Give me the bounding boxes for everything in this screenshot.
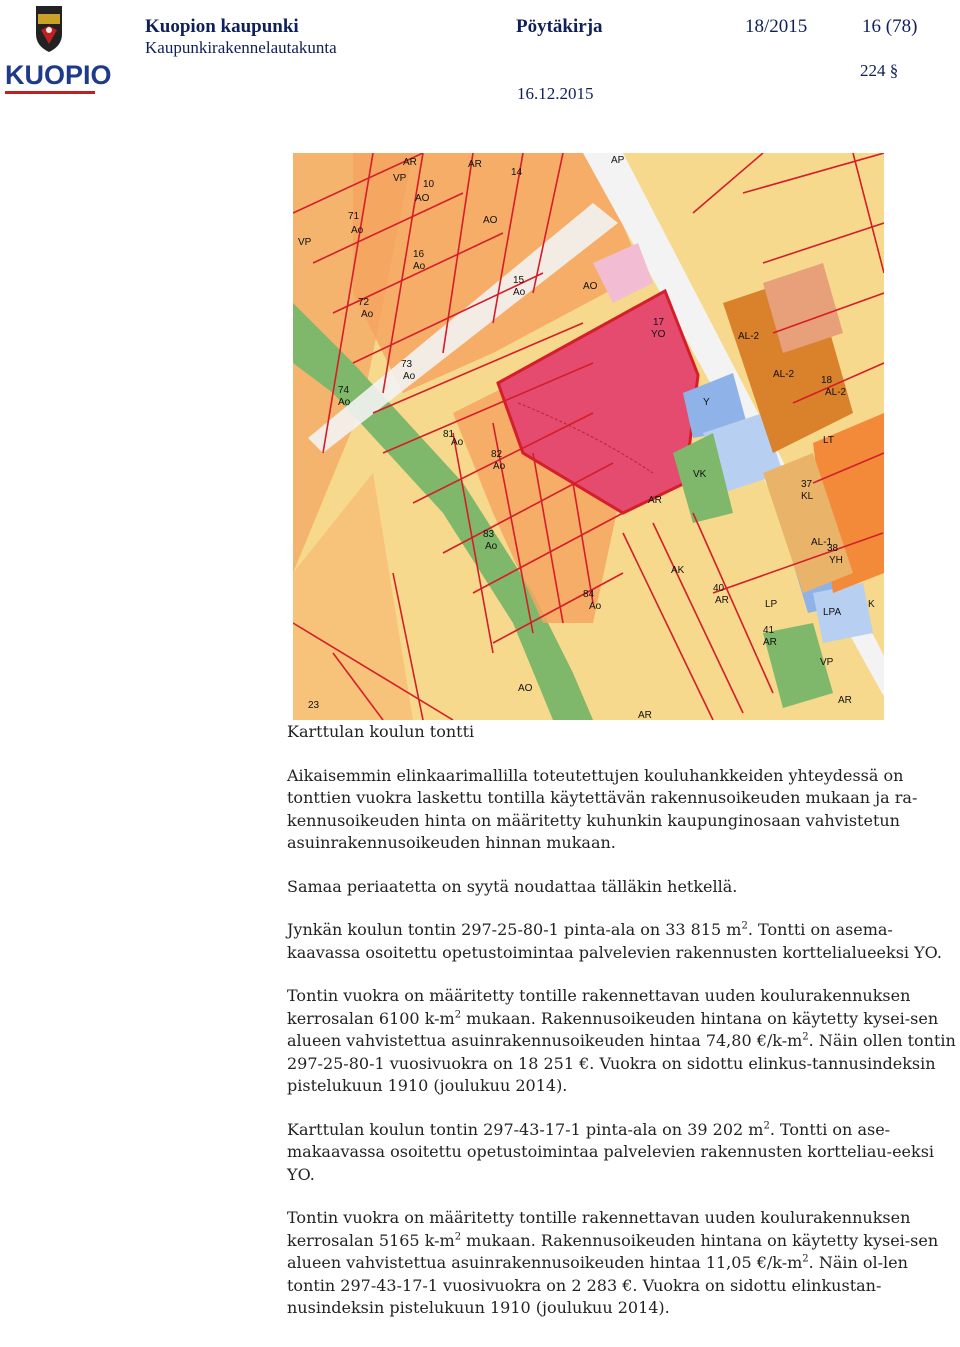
map-zone-label: YO [651,329,666,340]
map-zone-label: AL-2 [773,369,795,380]
doc-type: Pöytäkirja [516,16,603,37]
section-number: 224 § [860,61,899,80]
map-zone-label: 37 [801,479,813,490]
map-zone-label: Ao [485,541,498,552]
map-zone-label: Ao [513,287,526,298]
map-zone-label: 81 [443,429,455,440]
map-zone-label: LT [823,435,834,446]
map-zone-label: 23 [308,700,320,711]
map-zone-label: 14 [511,167,523,178]
map-zone-label: VP [393,173,407,184]
department-name: Kaupunkirakennelautakunta [145,38,337,57]
map-zone-label: VK [693,469,707,480]
map-zone-label: Ao [451,437,464,448]
map-zone-label: K [868,599,875,610]
map-zone-label: YH [829,555,843,566]
map-zone-label: VP [820,657,834,668]
map-zone-label: AK [671,565,685,576]
document-body [287,721,959,1341]
map-zone-label: AR [715,595,729,606]
page-number: 16 (78) [862,16,918,37]
map-zone-label: LPA [823,607,842,618]
map-zone-label: AR [638,710,652,720]
paragraph-4: Tontin vuokra on määritetty tontille rakennettavan uuden koulurakennuksen kerrosalan 6100 $k-m^2$ mukaan. Rakennusoikeuden hintana on käytetty kysei-sen alueen vahvistettua asuinrakennusoikeuden hintaa 74,80 $€/k-m^2$. Näin ollen tontin 297-25-80-1 vuosivuokra on 18 251 €. Vuokra on sidottu elinkus-tannusindeksin pistelukuun 1910 (joulukuu 2014). [287,986,956,1095]
map-zone-label: AL-1 [811,537,833,548]
map-zone-label: 82 [491,449,503,460]
map-zone-label: Ao [589,601,602,612]
map-zone-label: 74 [338,385,350,396]
paragraph-6: Tontin vuokra on määritetty tontille rakennettavan uuden koulurakennuksen kerrosalan 5165 $k-m^2$ mukaan. Rakennusoikeuden hintana on käytetty kysei-sen alueen vahvistettua asuinrakennusoikeuden hintaa 11,05 $€/k-m^2$. Näin ol-len tontin 297-43-17-1 vuosivuokra on 2 283 €. Vuokra on sidottu elinkustan-nusindeksin pistelukuun 1910 (joulukuu 2014). [287,1208,939,1317]
paragraph-2: Samaa periaatetta on syytä noudattaa tälläkin hetkellä. [287,876,738,896]
map-zone-label: 40 [713,583,725,594]
meeting-date: 16.12.2015 [517,84,594,103]
map-zone-label: Ao [493,461,506,472]
map-zone-label: 16 [413,249,425,260]
map-zone-label: 15 [513,275,525,286]
map-zone-label: 38 [827,543,839,554]
logo-underline [5,91,95,94]
map-zone-label: Y [703,397,710,408]
map-zone-label: AO [518,683,533,694]
map-zone-label: AL-2 [825,387,847,398]
map-zone-label: AO [415,193,430,204]
zoning-map-image [293,153,884,720]
map-zone-label: AR [838,695,852,706]
map-zone-label: Ao [361,309,374,320]
map-zone-label: Ao [351,225,364,236]
map-caption: Karttulan koulun tontti [287,722,475,741]
map-zone-label: AP [611,155,625,166]
paragraph-1: Aikaisemmin elinkaarimallilla toteutettujen kouluhankkeiden yhteydessä on tonttien vuokra laskettu tontilla käytettävän rakennusoikeuden mukaan ja ra-kennusoikeuden hinta on määritetty kuhunkin kaupunginosaan vahvistetun asuinrakennusoikeuden hinnan mukaan. [287,765,918,852]
map-zone-label: KL [801,491,814,502]
map-zone-label: 41 [763,625,775,636]
paragraph-5: Karttulan koulun tontin 297-43-17-1 pinta-ala on 39 202 $m^2$. Tontti on ase-makaavassa osoitettu opetustoimintaa palvelevien rakennusten kortteliau-eeksi YO. [287,1119,935,1184]
map-zone-label: AL-2 [738,331,760,342]
map-zone-label: VP [298,237,312,248]
map-zone-label: LP [765,599,778,610]
org-name: Kuopion kaupunki [145,16,299,37]
map-zone-label: 73 [401,359,413,370]
map-zone-label: AR [468,159,482,170]
zoning-map [293,153,884,720]
map-zone-label: Ao [338,397,351,408]
kuopio-logo [0,0,112,100]
map-zone-label: AO [483,215,498,226]
map-zone-label: AO [583,281,598,292]
paragraph-3: Jynkän koulun tontin 297-25-80-1 pinta-ala on 33 815 $m^2$. Tontti on asema-kaavassa osoitettu opetustoimintaa palvelevien rakennusten korttelialueeksi YO. [287,920,942,962]
map-zone-label: 83 [483,529,495,540]
map-zone-label: AR [403,157,417,168]
map-zone-label: 71 [348,211,360,222]
map-zone-label: 10 [423,179,435,190]
logo-wordmark: KUOPIO [5,60,112,90]
map-zone-label: AR [648,495,662,506]
map-zone-label: 84 [583,589,595,600]
map-zone-label: AR [763,637,777,648]
map-zone-label: 17 [653,317,665,328]
map-zone-label: 18 [821,375,833,386]
doc-number: 18/2015 [745,16,808,37]
map-zone-label: Ao [403,371,416,382]
map-zone-label: Ao [413,261,426,272]
map-zone-label: 72 [358,297,370,308]
